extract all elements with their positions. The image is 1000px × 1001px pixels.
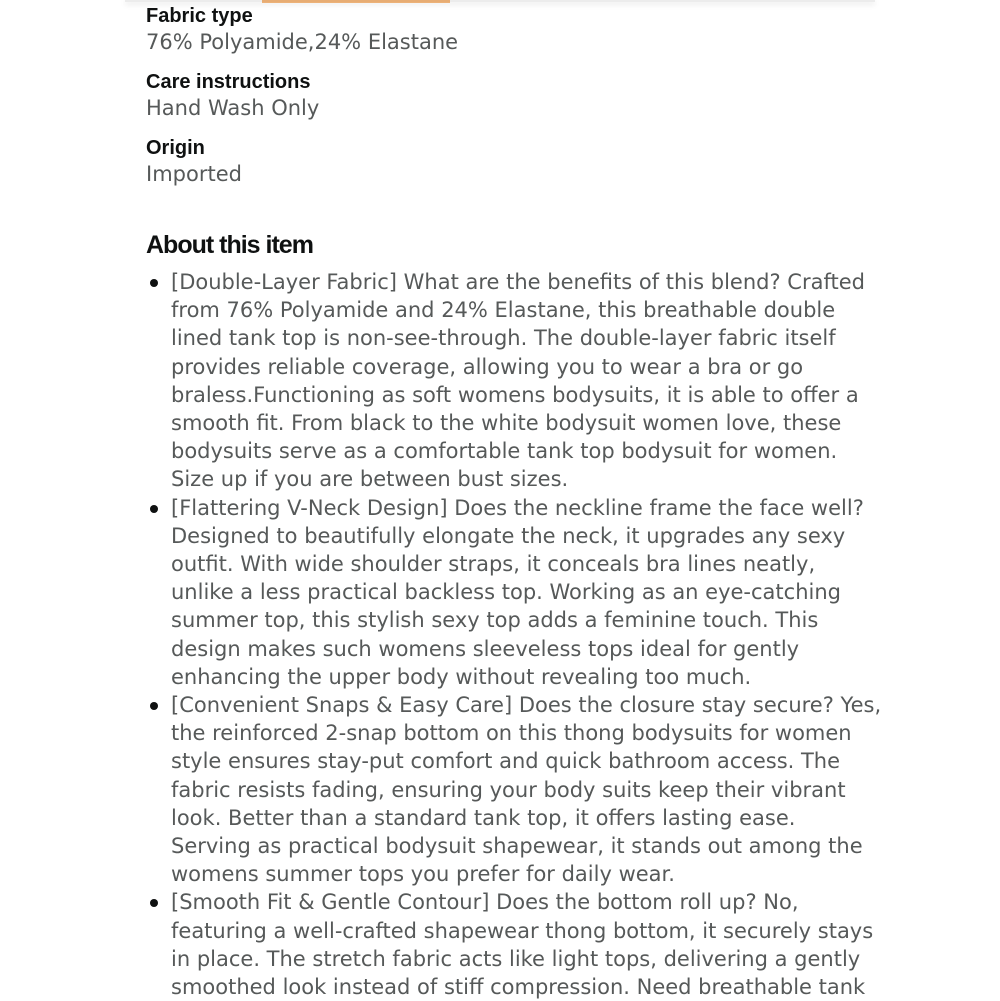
bullet-line: bodysuits serve as a comfortable tank top bodysuit for women.: [171, 439, 838, 464]
bullet-line: braless.Functioning as soft womens bodysuits, it is able to offer a: [171, 382, 859, 407]
bullet-line: smooth fit. From black to the white bodysuit women love, these: [171, 411, 842, 436]
bullet-line: [Smooth Fit & Gentle Contour] Does the bottom roll up? No,: [171, 890, 799, 915]
bullet-line: enhancing the upper body without revealing too much.: [171, 664, 752, 689]
bullet-line: in place. The stretch fabric acts like light tops, delivering a gently: [171, 946, 861, 971]
bullet-line: style ensures stay-put comfort and quick bathroom access. The: [171, 749, 841, 774]
bullet-dot-icon: [150, 279, 158, 287]
bullet-line: [Flattering V-Neck Design] Does the neckline frame the face well?: [171, 495, 864, 520]
detail-label: Care instructions: [146, 71, 311, 93]
bullet-line: provides reliable coverage, allowing you to wear a bra or go: [171, 354, 804, 379]
header-shadow-bar: [125, 0, 875, 2]
bullet-line: unlike a less practical backless top. Working as an eye-catching: [171, 580, 841, 605]
bullet-line: smoothed look instead of stiff compression. Need breathable tank: [171, 975, 866, 1000]
bullet-line: outfit. With wide shoulder straps, it conceals bra lines neatly,: [171, 552, 816, 577]
bullet-line: design makes such womens sleeveless tops ideal for gently: [171, 636, 800, 661]
bullet-smooth-fit: [171, 888, 874, 1001]
detail-value: 76% Polyamide,24% Elastane: [146, 30, 459, 54]
bullet-snaps-easy-care: [171, 691, 882, 888]
bullet-line: Serving as practical bodysuit shapewear, it stands out among the: [171, 834, 863, 859]
bullet-dot-icon: [150, 505, 158, 513]
bullet-line: fabric resists fading, ensuring your body suits keep their vibrant: [171, 777, 846, 802]
bullet-dot-icon: [150, 702, 158, 710]
bullet-line: lined tank top is non-see-through. The double-layer fabric itself: [171, 326, 836, 351]
bullet-line: [Double-Layer Fabric] What are the benefits of this blend? Crafted: [171, 270, 865, 294]
bullet-line: summer top, this stylish sexy top adds a feminine touch. This: [171, 608, 819, 633]
bullet-line: featuring a well-crafted shapewear thong bottom, it securely stays: [171, 918, 874, 943]
detail-origin: [146, 136, 866, 189]
detail-label: Origin: [146, 137, 205, 159]
detail-value: Imported: [146, 162, 242, 186]
bullet-v-neck-design: [171, 494, 871, 691]
detail-fabric-type: [146, 4, 866, 57]
bullet-dot-icon: [150, 899, 158, 907]
detail-care-instructions: [146, 70, 866, 123]
bullet-line: Designed to beautifully elongate the neck, it upgrades any sexy: [171, 523, 846, 548]
about-heading: About this item: [146, 231, 313, 259]
bullet-line: the reinforced 2-snap bottom on this thong bodysuits for women: [171, 721, 852, 746]
bullet-line: womens summer tops you prefer for daily wear.: [171, 862, 675, 887]
bullet-line: Size up if you are between bust sizes.: [171, 467, 569, 492]
detail-label: Fabric type: [146, 5, 253, 27]
bullet-double-layer-fabric: [171, 268, 871, 494]
bullet-line: from 76% Polyamide and 24% Elastane, this breathable double: [171, 298, 836, 323]
about-bullet-list: [171, 268, 882, 1001]
bullet-line: [Convenient Snaps & Easy Care] Does the closure stay secure? Yes,: [171, 693, 882, 718]
product-details: [146, 4, 866, 202]
detail-value: Hand Wash Only: [146, 96, 320, 120]
selected-tab-indicator: [262, 0, 450, 3]
bullet-line: look. Better than a standard tank top, it offers lasting ease.: [171, 805, 796, 830]
